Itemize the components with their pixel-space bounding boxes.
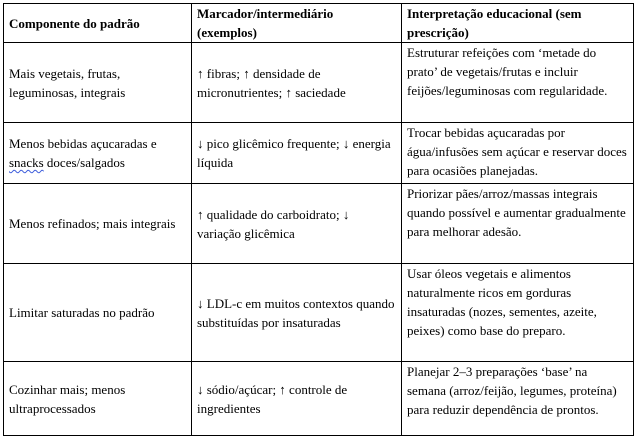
cell-marker: ↓ pico glicêmico frequente; ↓ energia líquida — [192, 123, 402, 184]
cell-marker: ↓ LDL-c em muitos contextos quando substituídas por insaturadas — [192, 264, 402, 362]
header-marker: Marcador/intermediário (exemplos) — [192, 4, 402, 43]
table-row — [4, 43, 634, 123]
cell-component: Cozinhar mais; menos ultraprocessados — [4, 362, 192, 436]
component-text: doces/salgados — [43, 155, 125, 170]
table-row — [4, 264, 634, 362]
cell-interpretation: Trocar bebidas açucaradas por água/infusões sem açúcar e reservar doces para ocasiões planejadas. — [402, 123, 634, 184]
header-row — [4, 4, 634, 43]
cell-marker: ↑ fibras; ↑ densidade de micronutrientes; ↑ saciedade — [192, 43, 402, 123]
cell-marker: ↓ sódio/açúcar; ↑ controle de ingredientes — [192, 362, 402, 436]
cell-interpretation: Priorizar pães/arroz/massas integrais quando possível e aumentar gradualmente para melhorar adesão. — [402, 184, 634, 264]
cell-component: Limitar saturadas no padrão — [4, 264, 192, 362]
header-component: Componente do padrão — [4, 4, 192, 43]
guidance-table — [3, 3, 634, 436]
cell-interpretation: Estruturar refeições com ‘metade do prato’ de vegetais/frutas e incluir feijões/leguminosas com regularidade. — [402, 43, 634, 123]
cell-component: Mais vegetais, frutas, leguminosas, integrais — [4, 43, 192, 123]
spellcheck-flagged-word: snacks — [9, 155, 44, 170]
table-row — [4, 123, 634, 184]
cell-component: Menos refinados; mais integrais — [4, 184, 192, 264]
component-text: Menos bebidas açucaradas e — [9, 136, 157, 151]
cell-interpretation: Usar óleos vegetais e alimentos naturalmente ricos em gorduras insaturadas (nozes, sementes, azeite, peixes) como base do preparo. — [402, 264, 634, 362]
cell-component — [4, 123, 192, 184]
cell-interpretation: Planejar 2–3 preparações ‘base’ na semana (arroz/feijão, legumes, proteína) para reduzir dependência de prontos. — [402, 362, 634, 436]
table-row — [4, 362, 634, 436]
cell-marker: ↑ qualidade do carboidrato; ↓ variação glicêmica — [192, 184, 402, 264]
table-row — [4, 184, 634, 264]
header-interpretation: Interpretação educacional (sem prescrição) — [402, 4, 634, 43]
